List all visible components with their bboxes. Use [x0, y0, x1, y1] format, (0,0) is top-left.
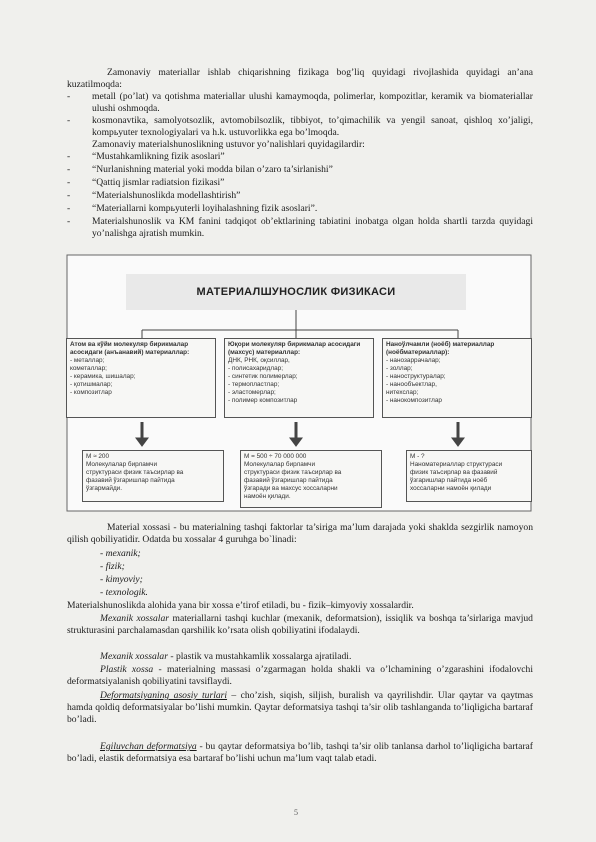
- direction-item: “Nurlanishning material yoki modda bilan o’zaro ta’sirlanishi”: [92, 164, 333, 175]
- info-line: фазавий ўзгаришлар пайтида: [244, 477, 333, 484]
- info-line: М - ?: [410, 453, 425, 460]
- materials-physics-diagram: [66, 254, 532, 512]
- property-group: - mexanik;: [100, 548, 141, 559]
- paragraph-text: – cho’zish, siqish, siljish, buralish va qayrilishdir. Ular qaytar va qaytmas hamda qoldiq deformatsiyalar bo’lishi mumkin. Qaytar deformatsiya tashqi ta’sir olib tashlanganda to’liqligicha bartaraf bo’ladi.: [67, 690, 533, 725]
- direction-item: “Qattiq jismlar radiatsion fizikasi”: [92, 177, 225, 188]
- down-arrows: [66, 420, 532, 450]
- direction-item: Materialshunoslik va KM fanini tadqiqot ob’ektlarining tabiatini inobatga olgan holda shartli tarzda quyidagi yo’nalishga ajratish mumkin.: [92, 216, 533, 239]
- bullet-dash: -: [67, 216, 71, 227]
- category-header: Атом ва кўйи молекуляр бирикмалар асосидаги (анъанавий) материаллар:: [70, 341, 190, 356]
- bullet-dash: -: [67, 151, 71, 162]
- category-item: ДНК, РНК, оқсиллар,: [228, 357, 290, 364]
- info-line: ўзгаришлар пайтида ноёб: [410, 477, 488, 484]
- info-line: хоссаларни намоён қилади: [410, 485, 492, 492]
- deformation-types-paragraph: [67, 690, 533, 726]
- bullet-item: metall (po’lat) va qotishma materiallar ulushi kamaymoqda, polimerlar, kompozitlar, keramik va biomateriallar ulushi oshmoqda.: [92, 91, 533, 114]
- category-item: - золлар;: [386, 365, 413, 372]
- mechanical-split-paragraph: [100, 651, 351, 663]
- category-item: - синтетик полимерлар;: [228, 373, 298, 380]
- category-box-atomic: [66, 338, 216, 418]
- bullet-dash: -: [67, 115, 71, 126]
- bullet-item: kosmonavtika, samolyotsozlik, avtomobilsozlik, tibbiyot, to’qimachilik va yengil sanoat, qishloq xo’jaligi, kompьyuter texnologiyalari va h.k. ustuvorlikka ega bo’lmoqda.: [92, 115, 533, 138]
- property-group: - texnologik.: [100, 587, 148, 598]
- paragraph-text: - bu qaytar deformatsiya bo’lib, tashqi ta’sir olib tanlansa darhol to’liqligicha bartaraf bo’ladi, elastik deformatsiya esa bartaraf bo’lishi uchun ma’lum vaqt talab etadi.: [67, 741, 533, 764]
- category-item: - термопластлар;: [228, 381, 280, 388]
- direction-item: “Mustahkamlikning fizik asoslari”: [92, 151, 225, 162]
- info-box-macromolecular: [240, 450, 382, 508]
- paragraph-text: materiallarni tashqi kuchlar (mexanik, deformatsion), issiqlik va boshqa ta’sirlariga mavjud strukturasini parchalamasdan qarshilik ko’rsata olish qobiliyatini ifodalaydi.: [67, 613, 533, 636]
- category-item: - нанокомпозитлар: [386, 397, 442, 404]
- info-box-atomic: [82, 450, 224, 502]
- bullet-dash: -: [67, 177, 71, 188]
- info-line: М ≈ 200: [86, 453, 110, 460]
- bullet-dash: -: [67, 164, 71, 175]
- category-header: Наноўлчамли (ноёб) материаллар (ноёбматериаллар):: [386, 341, 495, 356]
- direction-item: “Materialshunoslikda modellashtirish”: [92, 190, 241, 201]
- category-item: - қотишмалар;: [70, 381, 113, 388]
- elastic-deformation-paragraph: [67, 741, 533, 765]
- category-item: - нанообъектлар,: [386, 381, 437, 388]
- paragraph-text: - plastik va mustahkamlik xossalarga ajratiladi.: [167, 651, 352, 662]
- bullet-dash: -: [67, 190, 71, 201]
- category-item: - эластомерлар;: [228, 389, 276, 396]
- bullet-dash: -: [67, 91, 71, 102]
- info-line: фазавий ўзгаришлар пайтида: [86, 477, 175, 484]
- mechanical-properties-paragraph: [67, 613, 533, 637]
- term-elastic-deformation: Egiluvchan deformatsiya: [100, 741, 197, 752]
- category-item: - металлар;: [70, 357, 105, 364]
- info-line: Молекулалар бирламчи: [244, 461, 316, 468]
- directions-intro: Zamonaviy materialshunoslikning ustuvor yo’nalishlari quyidagilardir:: [92, 139, 365, 150]
- info-line: ўзгармайди.: [86, 485, 123, 492]
- category-item: - полимер композитлар: [228, 397, 298, 404]
- category-item: - наноструктуралар;: [386, 373, 446, 380]
- property-group: - fizik;: [100, 561, 125, 572]
- info-line: физик таъсирлар ва фазавий: [410, 469, 498, 476]
- category-box-nano: [382, 338, 532, 418]
- property-definition: Material xossasi - bu materialning tashqi faktorlar ta’siriga ma’lum darajada yoki shaklda sezgirlik namoyon qilish qobiliyatidir. Odatda bu xossalar 4 guruhga bo`linadi:: [67, 522, 533, 545]
- property-group: - kimyoviy;: [100, 574, 143, 585]
- bullet-dash: -: [67, 203, 71, 214]
- category-item: нитехслар;: [386, 389, 419, 396]
- info-line: М = 500 ÷ 70 000 000: [244, 453, 307, 460]
- direction-item: “Materiallarni kompьyuterli loyihalashning fizik asoslari”.: [92, 203, 318, 214]
- diagram-title: МАТЕРИАЛШУНОСЛИК ФИЗИКАСИ: [126, 274, 466, 310]
- paragraph-text: - materialning massasi o’zgarmagan holda shakli va o’lchamining o’zgarashini ifodalovchi deformatsiyalanish qobiliyatini tavsiflaydi.: [67, 664, 533, 687]
- category-box-macromolecular: [224, 338, 374, 418]
- intro-paragraph: Zamonaviy materiallar ishlab chiqarishning fizikaga bog’liq quyidagi rivojlashida quyidagi an’ana kuzatilmoqda:: [67, 67, 533, 90]
- category-item: - керамика, шишалар;: [70, 373, 136, 380]
- category-item: кометаллар;: [70, 365, 107, 372]
- physicochemical-note: Materialshunoslikda alohida yana bir xossa e’tirof etiladi, bu - fizik–kimyoviy xossalardir.: [67, 600, 414, 611]
- plastic-property-paragraph: [67, 664, 533, 688]
- info-line: ўзгаради ва махсус хоссаларни: [244, 485, 338, 492]
- info-line: Молекулалар бирламчи: [86, 461, 158, 468]
- info-line: намоён қилади.: [244, 493, 291, 500]
- category-item: - композитлар: [70, 389, 112, 396]
- info-line: структураси физик таъсирлар ва: [86, 469, 184, 476]
- category-item: - полисахаридлар;: [228, 365, 283, 372]
- info-line: Наноматериаллар структураси: [410, 461, 503, 468]
- category-header: Юқори молекуляр бирикмалар асосидаги (махсус) материаллар:: [228, 341, 361, 356]
- term-mechanical: Mexanik xossalar: [100, 651, 168, 662]
- info-line: структураси физик таъсирлар ва: [244, 469, 342, 476]
- page-number: 5: [294, 808, 298, 817]
- info-box-nano: [406, 450, 532, 502]
- category-item: - нанозаррачалар;: [386, 357, 441, 364]
- term-deformation-types: Deformatsiyaning asosiy turlari: [100, 690, 228, 701]
- term-mechanical: Mexanik xossalar: [100, 613, 170, 624]
- term-plastic: Plastik xossa: [100, 664, 154, 675]
